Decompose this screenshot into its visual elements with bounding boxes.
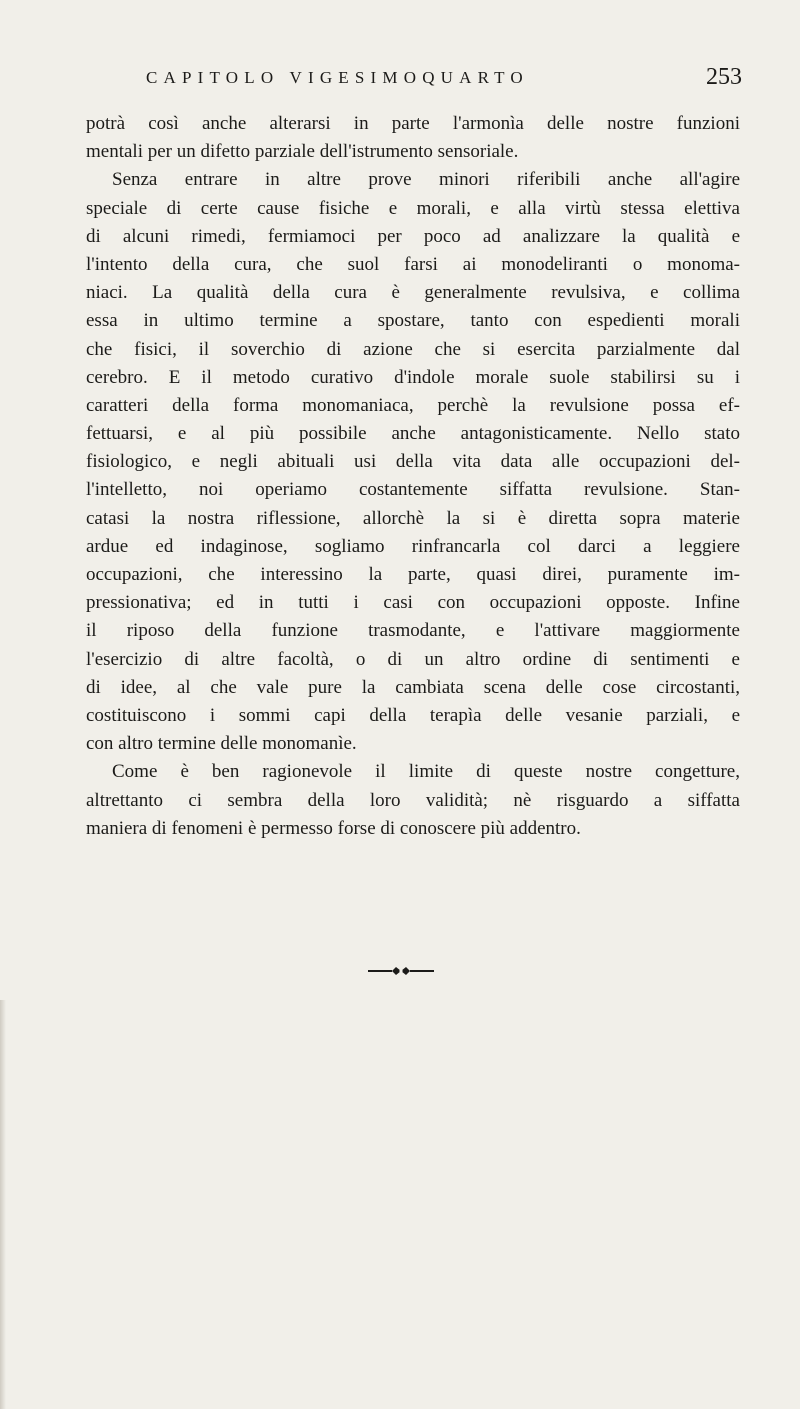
- text-line: il riposo della funzione trasmodante, e l'attivare maggiormente: [86, 620, 740, 642]
- text-line: mentali per un difetto parziale dell'istrumento sensoriale.: [86, 141, 519, 163]
- text-line: l'intento della cura, che suol farsi ai monodeliranti o monoma-: [86, 253, 740, 275]
- text-line: catasi la nostra riflessione, allorchè la si è diretta sopra materie: [86, 507, 740, 529]
- text-line: Senza entrare in altre prove minori riferibili anche all'agire: [112, 169, 740, 191]
- text-line: cerebro. E il metodo curativo d'indole morale suole stabilirsi su i: [86, 366, 740, 388]
- text-line: pressionativa; ed in tutti i casi con occupazioni opposte. Infine: [86, 592, 740, 614]
- text-line: fisiologico, e negli abituali usi della vita data alle occupazioni del-: [86, 451, 740, 473]
- text-line: caratteri della forma monomaniaca, perchè la revulsione possa ef-: [86, 394, 740, 416]
- text-line: l'esercizio di altre facoltà, o di un altro ordine di sentimenti e: [86, 648, 740, 670]
- text-line: occupazioni, che interessino la parte, quasi direi, puramente im-: [86, 564, 740, 585]
- text-line: di idee, al che vale pure la cambiata scena delle cose circostanti,: [86, 676, 740, 698]
- text-line: speciale di certe cause fisiche e morali, e alla virtù stessa elettiva: [86, 197, 740, 219]
- text-line: che fisici, il soverchio di azione che si esercita parzialmente dal: [86, 338, 740, 360]
- text-line: maniera di fenomeni è permesso forse di conoscere più addentro.: [86, 817, 581, 839]
- text-line: potrà così anche alterarsi in parte l'armonìa delle nostre funzioni: [86, 113, 740, 134]
- text-line: essa in ultimo termine a spostare, tanto con espedienti morali: [86, 310, 740, 332]
- running-title: CAPITOLO VIGESIMOQUARTO: [146, 68, 529, 87]
- text-line: ardue ed indaginose, sogliamo rinfrancarla col darci a leggiere: [86, 535, 740, 557]
- text-line: di alcuni rimedi, fermiamoci per poco ad analizzare la qualità e: [86, 225, 740, 247]
- text-line: costituiscono i sommi capi della terapìa delle vesanie parziali, e: [86, 704, 740, 726]
- text-line: con altro termine delle monomanìe.: [86, 733, 357, 755]
- running-head: [90, 64, 742, 96]
- page-number: 253: [706, 64, 742, 90]
- page-edge-shadow: [0, 1000, 6, 1409]
- text-line: niaci. La qualità della cura è generalmente revulsiva, e collima: [86, 282, 740, 304]
- text-line: l'intelletto, noi operiamo costantemente siffatta revulsione. Stan-: [86, 479, 740, 501]
- text-line: fettuarsi, e al più possibile anche antagonisticamente. Nello stato: [86, 423, 740, 445]
- tailpiece-ornament-icon: [366, 965, 436, 977]
- text-line: Come è ben ragionevole il limite di queste nostre congetture,: [112, 761, 740, 783]
- text-line: altrettanto ci sembra della loro validità; nè risguardo a siffatta: [86, 789, 740, 811]
- body-text: [86, 110, 740, 843]
